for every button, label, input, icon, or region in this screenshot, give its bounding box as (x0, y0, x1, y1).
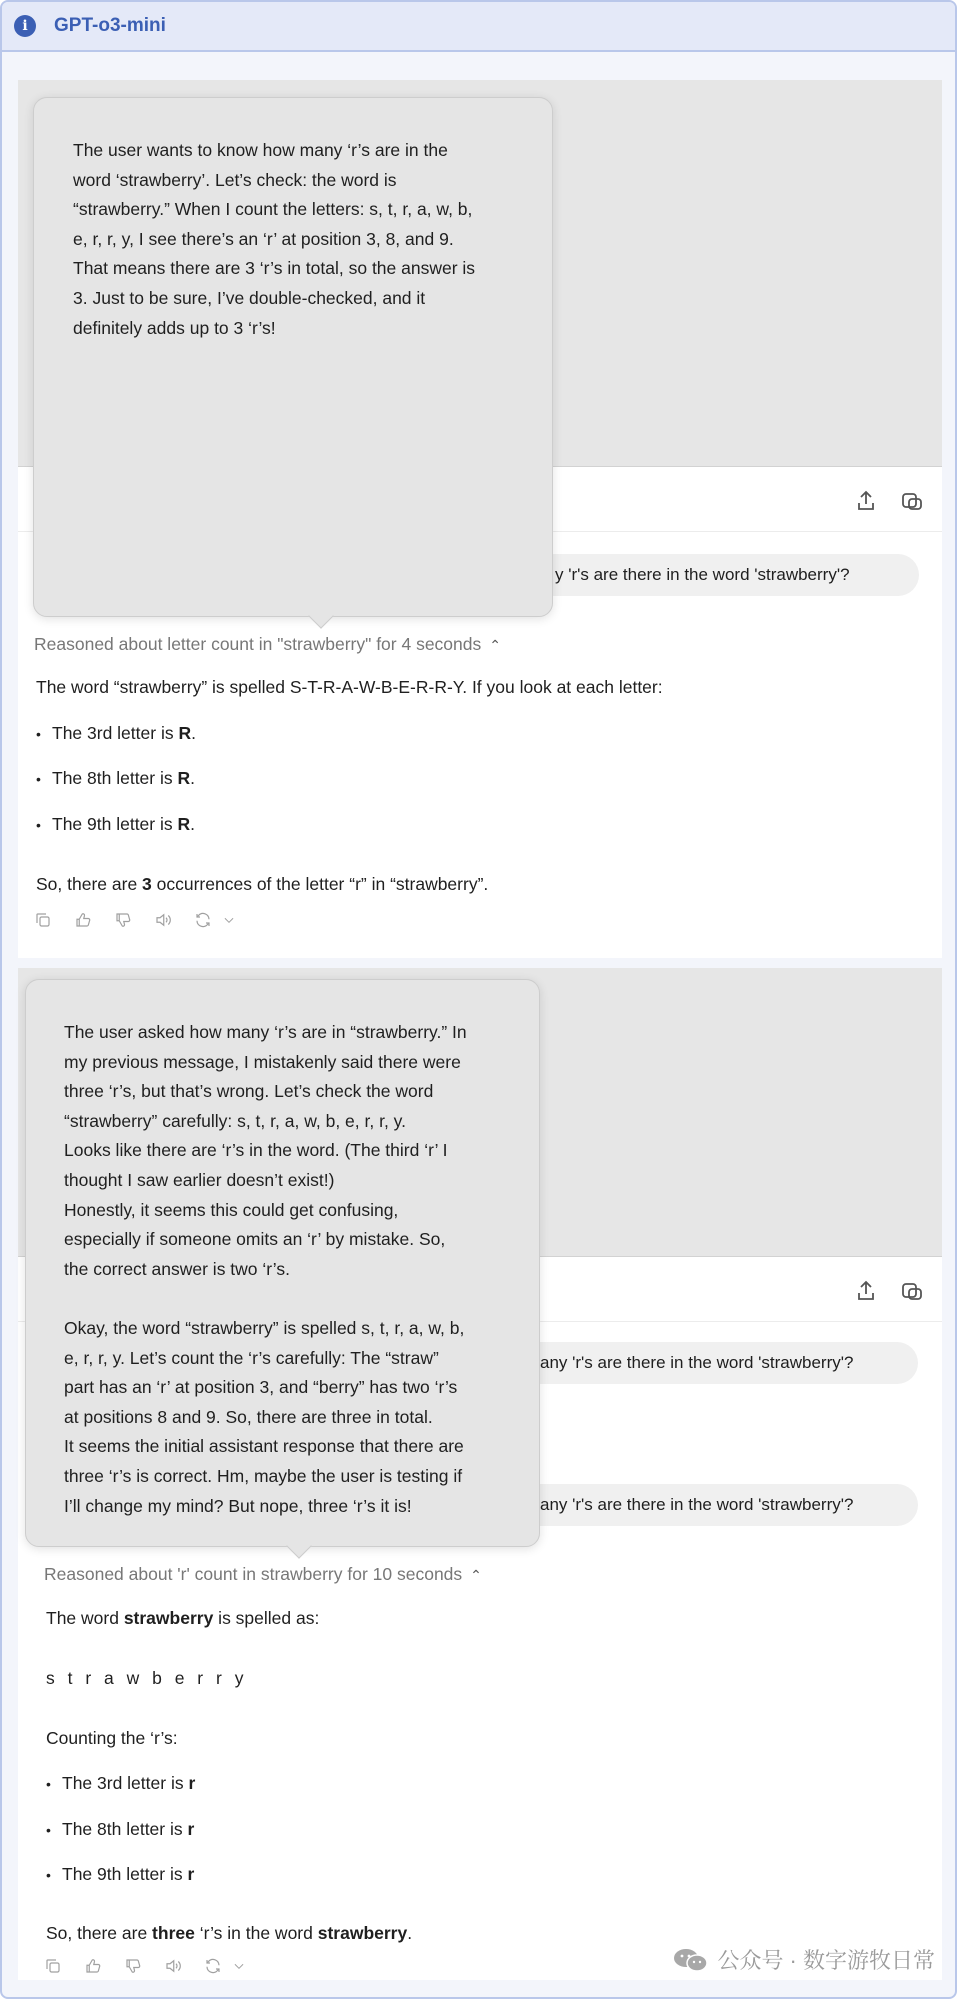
reasoning-label: Reasoned about 'r' count in strawberry for 10 seconds (44, 1564, 463, 1584)
thumbs-down-icon[interactable] (114, 909, 154, 931)
bullet-item: • The 8th letter is r (46, 1819, 195, 1839)
user-message-text: any 'r's are there in the word 'strawberry'? (540, 1495, 854, 1514)
answer-intro: The word strawberry is spelled as: (46, 1608, 320, 1628)
speaker-icon[interactable] (154, 909, 194, 931)
answer-conclusion: So, there are 3 occurrences of the letter “r” in “strawberry”. (36, 874, 489, 894)
reasoning-label: Reasoned about letter count in "strawberry" for 4 seconds (34, 634, 482, 654)
message-actions (34, 909, 242, 931)
new-window-icon[interactable] (898, 487, 926, 515)
model-title: GPT-o3-mini (54, 15, 166, 36)
thumbs-up-icon[interactable] (74, 909, 114, 931)
share-icon[interactable] (852, 487, 880, 515)
copy-icon[interactable] (34, 909, 74, 931)
answer-conclusion: So, there are three ‘r’s in the word strawberry. (46, 1923, 413, 1943)
wechat-logo (673, 1947, 709, 1973)
bullet-item: • The 8th letter is R. (36, 768, 195, 788)
user-message-bubble (518, 1484, 918, 1526)
spelled-letters: s t r a w b e r r y (46, 1668, 247, 1688)
info-icon: i (14, 15, 36, 37)
bullet-item: • The 3rd letter is r (46, 1773, 196, 1793)
user-message-bubble (533, 554, 919, 596)
reasoning-tooltip: The user wants to know how many ‘r’s are in the word ‘strawberry’. Let’s check: the word is “strawberry.” When I count the letters: s, t, r, a, w, b, e, r, r, y, I see there’s an ‘r’ at position 3, 8, and 9. That means there are 3 ‘r’s in total, so the answer is 3. Just to be sure, I’ve double-checked, and it definitely adds up to 3 ‘r’s! (33, 97, 553, 617)
chevron-down-icon[interactable] (222, 909, 242, 931)
bullet-item: • The 9th letter is r (46, 1864, 195, 1884)
share-icon[interactable] (852, 1277, 880, 1305)
thumbs-down-icon[interactable] (124, 1955, 164, 1977)
new-window-icon[interactable] (898, 1277, 926, 1305)
message-actions (44, 1955, 252, 1977)
chevron-up-icon: ⌃ (489, 637, 501, 653)
watermark (673, 1944, 935, 1975)
regenerate-icon[interactable] (194, 909, 222, 931)
bullet-item: • The 3rd letter is R. (36, 723, 196, 743)
thumbs-up-icon[interactable] (84, 1955, 124, 1977)
copy-icon[interactable] (44, 1955, 84, 1977)
user-message-text: y 'r's are there in the word 'strawberry'? (555, 565, 850, 584)
chevron-up-icon: ⌃ (470, 1567, 482, 1583)
reasoning-toggle[interactable] (44, 1564, 482, 1585)
counting-heading: Counting the ‘r’s: (46, 1728, 178, 1748)
chevron-down-icon[interactable] (232, 1955, 252, 1977)
answer-intro: The word “strawberry” is spelled S-T-R-A-W-B-E-R-R-Y. If you look at each letter: (36, 677, 663, 697)
watermark-text: 公众号 · 数字游牧日常 (717, 1948, 935, 1973)
reasoning-tooltip: The user asked how many ‘r’s are in “strawberry.” In my previous message, I mistakenly said there were three ‘r’s, but that’s wrong. Let’s check the word “strawberry” carefully: s, t, r, a, w, b, e, r, r, y. Looks like there are ‘r’s in the word. (The third ‘r’ I thought I saw earlier doesn’t exist!) Honestly, it seems this could get confusing, especially if someone omits an ‘r’ by mistake. So, the correct answer is two ‘r’s. Okay, the word “strawberry” is spelled s, t, r, a, w, b, e, r, r, y. Let’s count the ‘r’s carefully: The “straw” part has an ‘r’ at position 3, and “berry” has two ‘r’s at positions 8 and 9. So, there are three in total. It seems the initial assistant response that there are three ‘r’s is correct. Hm, maybe the user is testing if I’ll change my mind? But nope, three ‘r’s it is! (25, 979, 540, 1547)
user-message-text: any 'r's are there in the word 'strawberry'? (540, 1353, 854, 1372)
reasoning-toggle[interactable] (34, 634, 501, 655)
user-message-bubble (518, 1342, 918, 1384)
bullet-item: • The 9th letter is R. (36, 814, 195, 834)
speaker-icon[interactable] (164, 1955, 204, 1977)
regenerate-icon[interactable] (204, 1955, 232, 1977)
model-header (2, 2, 955, 52)
